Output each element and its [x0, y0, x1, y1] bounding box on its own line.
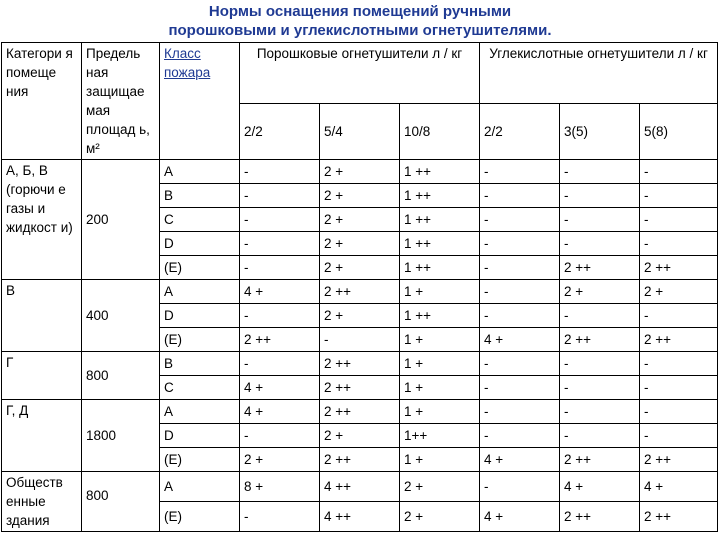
co2-value-cell: -	[560, 400, 640, 424]
powder-value-cell: 2 ++	[320, 400, 400, 424]
co2-value-cell: 4 +	[640, 472, 718, 502]
co2-value-cell: -	[560, 424, 640, 448]
fire-class-cell: С	[160, 208, 240, 232]
powder-value-cell: 1 +	[400, 328, 480, 352]
table-row	[2, 400, 718, 424]
powder-value-cell: -	[240, 208, 320, 232]
co2-value-cell: 2 ++	[560, 256, 640, 280]
powder-value-cell: 2 +	[320, 256, 400, 280]
co2-value-cell: -	[480, 232, 560, 256]
co2-value-cell: 2 ++	[640, 328, 718, 352]
powder-value-cell: -	[240, 502, 320, 532]
co2-value-cell: 4 +	[560, 472, 640, 502]
powder-value-cell: -	[240, 304, 320, 328]
table-row	[2, 472, 718, 502]
co2-value-cell: -	[640, 208, 718, 232]
co2-value-cell: -	[640, 400, 718, 424]
powder-value-cell: 4 +	[240, 280, 320, 304]
powder-value-cell: 2 +	[320, 160, 400, 184]
co2-value-cell: -	[480, 400, 560, 424]
header-area: Предель ная защищае мая площад ь, м²	[82, 43, 160, 160]
category-cell: В	[2, 280, 82, 352]
fire-class-cell: (Е)	[160, 502, 240, 532]
powder-value-cell: 1 ++	[400, 184, 480, 208]
co2-value-cell: -	[640, 352, 718, 376]
area-cell: 800	[82, 352, 160, 400]
co2-value-cell: -	[560, 184, 640, 208]
co2-value-cell: 4 +	[480, 502, 560, 532]
fire-class-cell: С	[160, 376, 240, 400]
co2-value-cell: 4 +	[480, 328, 560, 352]
header-size-powder: 10/8	[400, 103, 480, 159]
header-size-powder: 5/4	[320, 103, 400, 159]
fire-class-cell: D	[160, 424, 240, 448]
co2-value-cell: -	[560, 352, 640, 376]
powder-value-cell: 2 +	[320, 424, 400, 448]
co2-value-cell: 4 +	[480, 448, 560, 472]
fire-class-cell: (Е)	[160, 328, 240, 352]
powder-value-cell: 2 ++	[320, 352, 400, 376]
co2-value-cell: -	[480, 352, 560, 376]
header-co2: Углекислотные огнетушители л / кг	[480, 43, 718, 104]
fire-class-cell: А	[160, 400, 240, 424]
co2-value-cell: -	[640, 376, 718, 400]
powder-value-cell: 1 ++	[400, 208, 480, 232]
fire-class-cell: В	[160, 184, 240, 208]
co2-value-cell: -	[480, 424, 560, 448]
powder-value-cell: 1 +	[400, 448, 480, 472]
co2-value-cell: -	[640, 424, 718, 448]
norms-table	[1, 42, 718, 532]
fire-class-cell: (Е)	[160, 256, 240, 280]
powder-value-cell: -	[320, 328, 400, 352]
co2-value-cell: 2 ++	[640, 448, 718, 472]
area-cell: 800	[82, 472, 160, 532]
category-cell: Г	[2, 352, 82, 400]
powder-value-cell: 4 +	[240, 376, 320, 400]
co2-value-cell: 2 +	[640, 280, 718, 304]
powder-value-cell: 2 +	[320, 304, 400, 328]
powder-value-cell: 2 +	[240, 448, 320, 472]
powder-value-cell: 2 ++	[240, 328, 320, 352]
header-size-powder: 2/2	[240, 103, 320, 159]
powder-value-cell: 2 ++	[320, 376, 400, 400]
co2-value-cell: -	[480, 184, 560, 208]
powder-value-cell: -	[240, 232, 320, 256]
co2-value-cell: -	[640, 304, 718, 328]
powder-value-cell: 1 ++	[400, 256, 480, 280]
fire-class-cell: А	[160, 472, 240, 502]
page-title	[0, 2, 720, 40]
powder-value-cell: 1 ++	[400, 232, 480, 256]
co2-value-cell: -	[560, 376, 640, 400]
powder-value-cell: 2 +	[400, 502, 480, 532]
fire-class-cell: (Е)	[160, 448, 240, 472]
fire-class-cell: А	[160, 160, 240, 184]
powder-value-cell: -	[240, 256, 320, 280]
co2-value-cell: -	[560, 208, 640, 232]
co2-value-cell: -	[640, 232, 718, 256]
co2-value-cell: 2 ++	[640, 502, 718, 532]
powder-value-cell: 2 +	[320, 184, 400, 208]
co2-value-cell: -	[560, 160, 640, 184]
powder-value-cell: 8 +	[240, 472, 320, 502]
powder-value-cell: 2 ++	[320, 448, 400, 472]
header-powder: Порошковые огнетушители л / кг	[240, 43, 480, 104]
co2-value-cell: -	[480, 376, 560, 400]
co2-value-cell: -	[480, 280, 560, 304]
category-cell: Г, Д	[2, 400, 82, 472]
title-line-1: Нормы оснащения помещений ручными	[208, 3, 512, 20]
powder-value-cell: 1 +	[400, 400, 480, 424]
powder-value-cell: 2 +	[400, 472, 480, 502]
co2-value-cell: -	[560, 232, 640, 256]
powder-value-cell: 1 ++	[400, 160, 480, 184]
table-row	[2, 280, 718, 304]
category-cell: А, Б, В (горючи е газы и жидкост и)	[2, 160, 82, 280]
powder-value-cell: 2 +	[320, 208, 400, 232]
powder-value-cell: 1 ++	[400, 304, 480, 328]
header-fire-class[interactable]: Класс пожара	[160, 43, 240, 160]
co2-value-cell: -	[640, 184, 718, 208]
powder-value-cell: 2 +	[320, 232, 400, 256]
co2-value-cell: 2 +	[560, 280, 640, 304]
powder-value-cell: -	[240, 352, 320, 376]
co2-value-cell: -	[640, 160, 718, 184]
powder-value-cell: 4 +	[240, 400, 320, 424]
fire-class-cell: А	[160, 280, 240, 304]
table-row	[2, 352, 718, 376]
table-row	[2, 160, 718, 184]
area-cell: 200	[82, 160, 160, 280]
powder-value-cell: -	[240, 184, 320, 208]
header-size-co2: 2/2	[480, 103, 560, 159]
co2-value-cell: 2 ++	[560, 502, 640, 532]
title-line-2: порошковыми и углекислотными огнетушителями.	[168, 22, 552, 39]
co2-value-cell: -	[480, 256, 560, 280]
co2-value-cell: -	[480, 160, 560, 184]
co2-value-cell: 2 ++	[560, 448, 640, 472]
co2-value-cell: 2 ++	[560, 328, 640, 352]
powder-value-cell: 1 +	[400, 280, 480, 304]
co2-value-cell: -	[480, 472, 560, 502]
norms-body	[2, 160, 718, 532]
co2-value-cell: -	[480, 208, 560, 232]
powder-value-cell: 1++	[400, 424, 480, 448]
co2-value-cell: -	[480, 304, 560, 328]
powder-value-cell: 1 +	[400, 352, 480, 376]
header-size-co2: 5(8)	[640, 103, 718, 159]
header-size-co2: 3(5)	[560, 103, 640, 159]
category-cell: Обществ енные здания	[2, 472, 82, 532]
powder-value-cell: 4 ++	[320, 472, 400, 502]
header-category: Категори я помеще ния	[2, 43, 82, 160]
co2-value-cell: 2 ++	[640, 256, 718, 280]
powder-value-cell: -	[240, 160, 320, 184]
powder-value-cell: -	[240, 424, 320, 448]
fire-class-cell: D	[160, 304, 240, 328]
header-row-main	[2, 43, 718, 104]
fire-class-cell: В	[160, 352, 240, 376]
powder-value-cell: 4 ++	[320, 502, 400, 532]
area-cell: 1800	[82, 400, 160, 472]
powder-value-cell: 1 +	[400, 376, 480, 400]
area-cell: 400	[82, 280, 160, 352]
powder-value-cell: 2 ++	[320, 280, 400, 304]
co2-value-cell: -	[560, 304, 640, 328]
fire-class-cell: D	[160, 232, 240, 256]
